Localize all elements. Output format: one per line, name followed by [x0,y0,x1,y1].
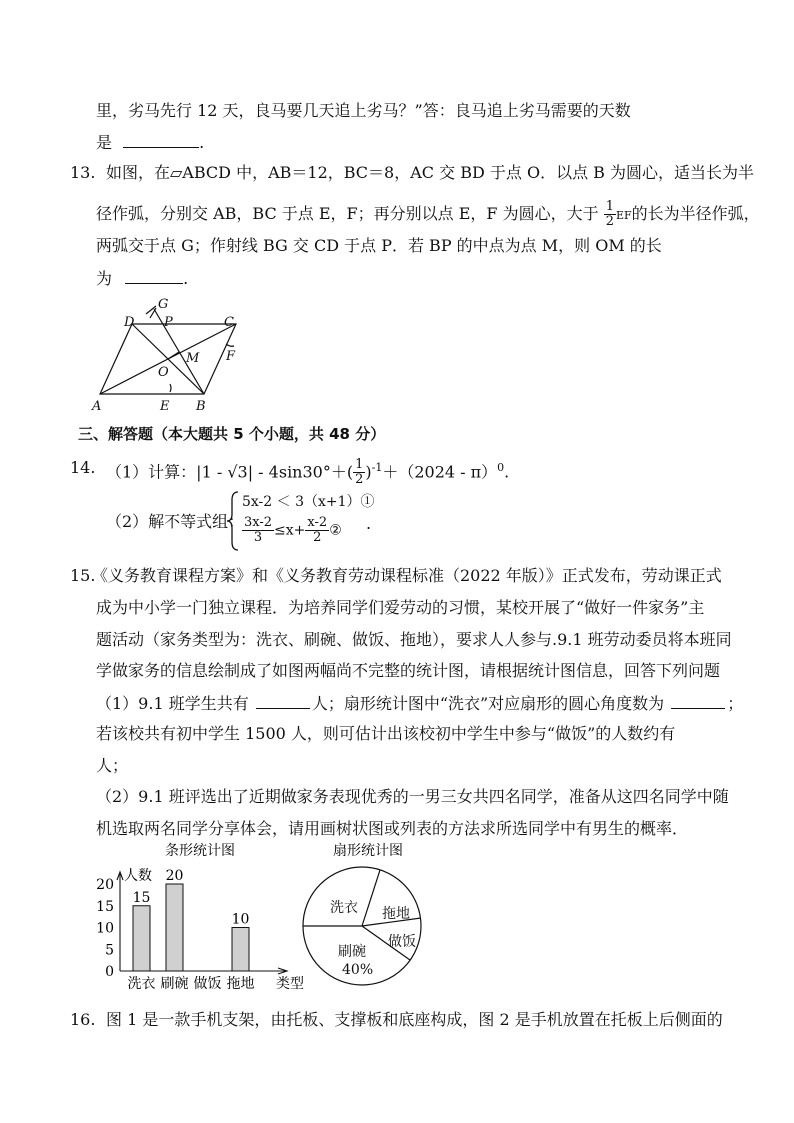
bar-chart-xlabel: 类型 [276,976,304,992]
pie-label-mop: 拖地 [382,906,410,922]
bar-data-label: 15 [132,889,151,906]
pie-chart-title: 扇形统计图 [333,843,403,859]
label-o: O [158,365,169,380]
answer-blank[interactable] [125,268,183,284]
answer-blank-total[interactable] [256,693,310,709]
arc-f [226,344,234,346]
q15-line3: 题活动（家务类型为：洗衣、刷碗、做饭、拖地），要求人人参与.9.1 班劳动委员将本班同 [96,630,732,649]
inequality-1: 5x-2 ＜ 3（x+1）① [242,494,375,510]
label-f: F [226,349,236,364]
q12-line1: 里，劣马先行 12 天，良马要几天追上劣马？”答：良马追上劣马需要的天数 [96,101,631,120]
q14-part2-label: （2）解不等式组： [106,512,245,531]
answer-blank-angle[interactable] [671,693,725,709]
q12-line2: 是 . [96,133,205,152]
q15-p1-line3: 人； [96,756,129,775]
bar-0 [133,906,150,971]
arc-e [170,384,171,392]
label-g: G [158,297,169,312]
y-tick-label: 0 [105,964,114,980]
q16-line1: 图 1 是一款手机支架，由托板、支撑板和底座构成，图 2 是手机放置在托板上后侧面的 [106,1010,723,1029]
x-category-label: 刷碗 [160,976,189,992]
bar-3 [232,928,249,972]
bar-chart [90,838,310,998]
system-brace [226,490,240,552]
label-e: E [160,399,170,414]
pie-label-cook: 做饭 [388,934,416,950]
pie-chart [296,838,446,998]
q16-number: 16. [70,1010,96,1029]
y-tick-label: 20 [96,877,114,893]
q15-p2-line2: 机选取两名同学分享体会，请用画树状图或列表的方法求所选同学中有男生的概率． [96,819,689,838]
bar-1 [166,884,183,971]
q15-p1-line1: （1）9.1 班学生共有 人；扇形统计图中“洗衣”对应扇形的圆心角度数为 ； [96,694,744,713]
pie-divider-2 [362,870,380,926]
x-category-label: 做饭 [193,976,222,992]
q13-line3: 两弧交于点 G；作射线 BG 交 CD 于点 P．若 BP 的中点为点 M，则 OM 的长 [96,236,662,255]
label-b: B [196,399,206,414]
inequality-2: $\frac{3x-2}{3}$ ≤x+ $\frac{x-2}{2}$ ② [244,515,342,545]
q15-p1-line2: 若该校共有初中学生 1500 人，则可估计出该校初中学生中参与“做饭”的人数约有 [96,724,676,743]
label-m: M [186,351,200,366]
bar-chart-title: 条形统计图 [165,843,235,859]
q14-number: 14. [70,458,96,477]
parallelogram-figure [88,294,248,416]
pie-label-wash-clothes: 洗衣 [330,900,358,916]
label-c: C [224,315,234,330]
q13-line1: 如图，在▱ABCD 中，AB＝12，BC＝8，AC 交 BD 于点 O．以点 B 为圆心，适当长为半 [106,163,754,182]
label-p: P [164,315,173,330]
q14-part1: （1）计算：|1 - √3| - 4sin30°＋( $\frac{1}{2}$ )$^{-1}$＋（2024 - π）$^0$. [106,457,510,488]
x-category-label: 洗衣 [127,976,156,992]
q13-number: 13. [70,163,96,182]
label-a: A [92,399,102,414]
q13-line2: 径作弧，分别交 AB，BC 于点 E，F；再分别以点 E，F 为圆心，大于 $\frac{1}{2}$ EF的长为半径作弧， [96,199,760,229]
x-category-label: 拖地 [226,976,255,992]
q15-p2-line1: （2）9.1 班评选出了近期做家务表现优秀的一男三女共四名同学，准备从这四名同学中随 [96,787,729,806]
pie-label-wash-dishes: 刷碗 [338,944,366,960]
section-title: 三、解答题（本大题共 5 个小题，共 48 分） [78,425,386,443]
label-d: D [124,315,135,330]
pie-label-percent: 40% [342,962,374,978]
y-tick-label: 5 [105,942,114,959]
bar-chart-ylabel: 人数 [124,868,152,884]
arc-g [146,306,156,318]
q15-line1: 《义务教育课程方案》和《义务教育劳动课程标准（2022 年版）》正式发布，劳动课正式 [92,566,722,585]
bar-data-label: 10 [231,911,250,928]
q13-line4: 为 . [96,269,189,288]
answer-blank[interactable] [123,132,199,148]
segment-om [168,352,179,359]
bar-data-label: 20 [165,868,184,884]
y-tick-label: 10 [96,920,114,937]
q15-number: 15. [70,566,96,585]
q15-line2: 成为中小学一门独立课程．为培养同学们爱劳动的习惯，某校开展了“做好一件家务”主 [96,598,705,617]
fraction-half: $\frac{1}{2}$ [605,199,614,229]
y-tick-label: 15 [96,898,114,915]
q14-end: . [366,514,372,533]
q15-line4: 学做家务的信息绘制成了如图两幅尚不完整的统计图，请根据统计图信息，回答下列问题 [96,661,721,680]
